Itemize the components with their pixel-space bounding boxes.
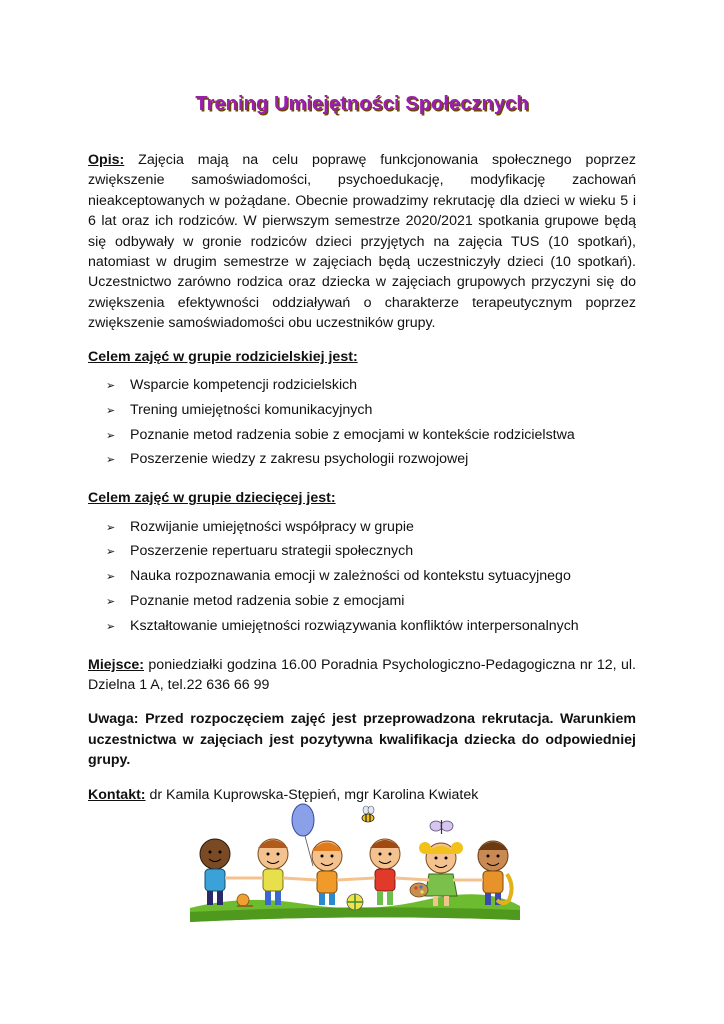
ball-icon — [347, 894, 363, 910]
parents-group-heading: Celem zajęć w grupie rodzicielskiej jest: — [88, 348, 358, 365]
list-item: ➢ Poznanie metod radzenia sobie z emocjami — [106, 591, 636, 616]
bee-icon — [362, 806, 374, 822]
notice-paragraph: Uwaga: Przed rozpoczęciem zajęć jest przeprowadzona rekrutacja. Warunkiem uczestnictwa w zajęciach jest pozytywna kwalifikacja dziecka do odpowiedniej grupy. — [88, 711, 636, 769]
arrow-bullet-icon: ➢ — [106, 620, 116, 633]
arrow-bullet-icon: ➢ — [106, 571, 116, 584]
arrow-bullet-icon: ➢ — [106, 454, 116, 467]
child-figure — [370, 839, 400, 905]
document-body — [88, 150, 636, 805]
location-paragraph — [88, 655, 636, 696]
arrow-bullet-icon: ➢ — [106, 596, 116, 609]
list-item: ➢ Rozwijanie umiejętności współpracy w grupie — [106, 517, 636, 542]
list-item: ➢ Wsparcie kompetencji rodzicielskich — [106, 375, 636, 400]
child-figure — [258, 839, 288, 905]
butterfly-icon — [430, 820, 453, 834]
arrow-bullet-icon: ➢ — [106, 546, 116, 559]
list-item: ➢ Kształtowanie umiejętności rozwiązywania konfliktów interpersonalnych — [106, 616, 636, 641]
list-item: ➢ Poszerzenie repertuaru strategii społecznych — [106, 541, 636, 566]
arrow-bullet-icon: ➢ — [106, 380, 116, 393]
contact-label: Kontakt: — [88, 786, 146, 803]
children-illustration — [185, 796, 525, 926]
description-text: Zajęcia mają na celu poprawę funkcjonowania społecznego poprzez zwiększenie samoświadomości, psychoedukację, modyfikację zachowań nieakceptowanych w pożądane. Obecnie prowadzimy rekrutację dla dzieci w wieku 5 i 6 lat oraz ich rodziców. W pierwszym semestrze 2020/2021 spotkania grupowe będą się odbywały w gronie rodziców dzieci przyjętych na zajęcia TUS (10 spotkań), natomiast w drugim semestrze w zajęciach będą uczestniczyły dzieci (10 spotkań). Uczestnictwo zarówno rodzica oraz dziecka w zajęciach grupowych przyczyni się do zwiększenia efektywności oddziaływań o charakterze terapeutycznym poprzez zwiększenie samoświadomości obu uczestników grupy. — [88, 152, 636, 332]
list-item: ➢ Trening umiejętności komunikacyjnych — [106, 400, 636, 425]
list-item: ➢ Poszerzenie wiedzy z zakresu psychologii rozwojowej — [106, 449, 636, 474]
parents-goals-list — [88, 375, 636, 474]
description-label: Opis: — [88, 152, 125, 168]
arrow-bullet-icon: ➢ — [106, 429, 116, 442]
description-paragraph — [88, 150, 636, 334]
children-group-heading: Celem zajęć w grupie dziecięcej jest: — [88, 490, 336, 507]
location-text: poniedziałki godzina 16.00 Poradnia Psychologiczno-Pedagogiczna nr 12, ul. Dzielna 1 A, tel.22 636 66 99 — [88, 656, 636, 694]
location-label: Miejsce: — [88, 656, 144, 673]
contact-text: dr Kamila Kuprowska-Stępień, mgr Karolina Kwiatek — [145, 786, 479, 803]
arrow-bullet-icon: ➢ — [106, 404, 116, 417]
arrow-bullet-icon: ➢ — [106, 521, 116, 534]
list-item: ➢ Poznanie metod radzenia sobie z emocjami w kontekście rodzicielstwa — [106, 425, 636, 450]
child-figure — [200, 839, 230, 905]
children-goals-list — [88, 517, 636, 641]
child-figure — [312, 841, 342, 905]
child-figure — [419, 842, 463, 906]
page-title: Trening Umiejętności Społecznych — [195, 93, 529, 115]
list-item: ➢ Nauka rozpoznawania emocji w zależności od kontekstu sytuacyjnego — [106, 566, 636, 591]
palette-icon — [410, 883, 428, 897]
